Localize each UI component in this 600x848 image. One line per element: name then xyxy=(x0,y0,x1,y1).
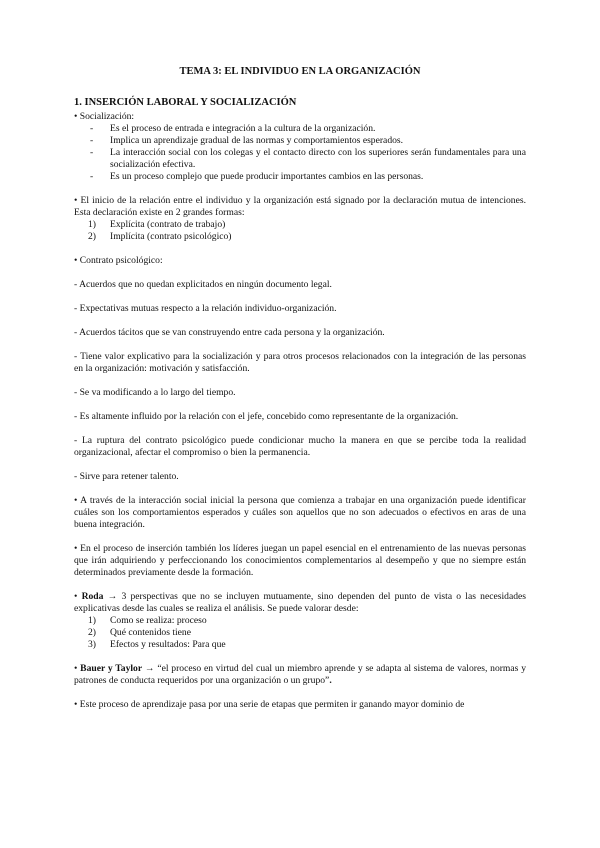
socializacion-label: • Socialización: xyxy=(74,111,135,122)
list-item: 1) Como se realiza: proceso xyxy=(88,615,207,626)
list-item: - Es el proceso de entrada e integración a la cultura de la organización. xyxy=(90,123,526,135)
contrato-item: - Sirve para retener talento. xyxy=(74,471,179,482)
list-item: - Implica un aprendizaje gradual de las normas y comportamientos esperados. xyxy=(90,135,526,147)
contrato-item: - La ruptura del contrato psicológico puede condicionar mucho la manera en que se percibe toda la realidad organizacional, afectar el compromiso o bien la permanencia. xyxy=(74,435,526,458)
list-item: 3) Efectos y resultados: Para que xyxy=(88,639,226,650)
list-item: 1) Explícita (contrato de trabajo) xyxy=(88,219,226,230)
contrato-item: - Expectativas mutuas respecto a la relación individuo-organización. xyxy=(74,303,337,314)
contrato-item: - Se va modificando a lo largo del tiempo. xyxy=(74,387,236,398)
contrato-label: • Contrato psicológico: xyxy=(74,255,163,266)
inicio-paragraph: • El inicio de la relación entre el individuo y la organización está signado por la declaración mutua de intenciones. Esta declaración existe en 2 grandes formas: xyxy=(74,195,526,218)
interaccion-paragraph: • A través de la interacción social inicial la persona que comienza a trabajar en una organización puede identificar cuáles son los comportamientos esperados y cuáles son aquellos que no son adecuados o efectivos en aras de una buena integración. xyxy=(74,495,526,530)
document-page xyxy=(74,66,526,711)
socializacion-list xyxy=(74,123,526,183)
bauer-paragraph: • Bauer y Taylor → “el proceso en virtud del cual un miembro aprende y se adapta al sistema de valores, normas y patrones de conducta requeridos por una organización o un grupo”. xyxy=(74,663,526,686)
lideres-paragraph: • En el proceso de inserción también los líderes juegan un papel esencial en el entrenamiento de las nuevas personas que irán adquiriendo y perfeccionando los conocimientos complementarios al desempeño y que no siempre están determinados previamente desde la formación. xyxy=(74,543,526,578)
list-item: 2) Implícita (contrato psicológico) xyxy=(88,231,232,242)
roda-name: Roda xyxy=(81,591,104,602)
roda-paragraph: • Roda → 3 perspectivas que no se incluyen mutuamente, sino dependen del punto de vista o las necesidades explicativas desde las cuales se realiza el análisis. Se puede valorar desde: xyxy=(74,591,526,614)
roda-list xyxy=(74,615,526,651)
list-item: - La interacción social con los colegas y el contacto directo con los superiores serán fundamentales para una socialización efectiva. xyxy=(90,147,526,171)
contrato-item: - Acuerdos que no quedan explicitados en ningún documento legal. xyxy=(74,279,332,290)
section-heading: 1. INSERCIÓN LABORAL Y SOCIALIZACIÓN xyxy=(74,97,297,108)
contrato-item: - Tiene valor explicativo para la socialización y para otros procesos relacionados con la integración de las personas en la organización: motivación y satisfacción. xyxy=(74,351,526,374)
list-item: - Es un proceso complejo que puede producir importantes cambios en las personas. xyxy=(90,171,526,183)
inicio-list xyxy=(74,219,526,243)
contrato-item: - Acuerdos tácitos que se van construyendo entre cada persona y la organización. xyxy=(74,327,385,338)
list-item: 2) Qué contenidos tiene xyxy=(88,627,191,638)
contrato-item: - Es altamente influido por la relación con el jefe, concebido como representante de la organización. xyxy=(74,411,459,422)
bauer-name: Bauer y Taylor xyxy=(80,663,143,674)
etapas-paragraph: • Este proceso de aprendizaje pasa por una serie de etapas que permiten ir ganando mayor dominio de xyxy=(74,699,465,710)
page-title: TEMA 3: EL INDIVIDUO EN LA ORGANIZACIÓN xyxy=(179,66,421,77)
